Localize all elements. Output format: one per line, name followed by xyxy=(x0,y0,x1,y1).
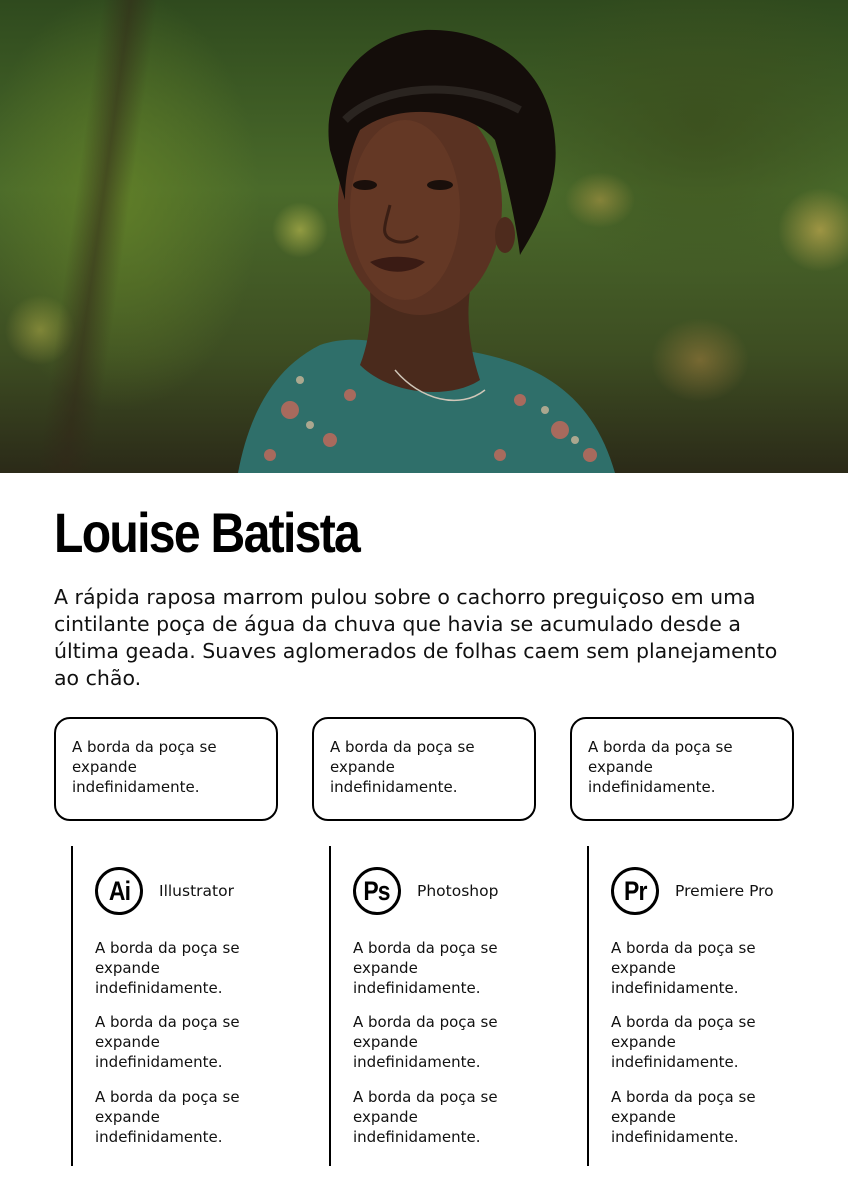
skill-badge-text: Ai xyxy=(108,875,130,906)
skill-item: A borda da poça se expande indefinidamente. xyxy=(95,939,240,997)
photoshop-icon xyxy=(353,867,401,915)
info-card xyxy=(54,717,278,821)
profile-name: Louise Batista xyxy=(54,501,360,564)
info-card xyxy=(312,717,536,821)
info-card-text: A borda da poça se expande indefinidamente. xyxy=(330,738,475,796)
skill-name: Photoshop xyxy=(417,882,499,900)
info-card-text: A borda da poça se expande indefinidamente. xyxy=(588,738,733,796)
skill-header xyxy=(611,864,774,918)
hero-photo xyxy=(0,0,848,473)
skill-item: A borda da poça se expande indefinidamente. xyxy=(353,939,498,997)
skill-name: Premiere Pro xyxy=(675,882,774,900)
skill-item: A borda da poça se expande indefinidamente. xyxy=(611,1013,756,1071)
skill-badge-text: Pr xyxy=(623,875,647,906)
info-card-text: A borda da poça se expande indefinidamente. xyxy=(72,738,217,796)
profile-intro: A rápida raposa marrom pulou sobre o cachorro preguiçoso em uma cintilante poça de água da chuva que havia se acumulado desde a última geada. Suaves aglomerados de folhas caem sem planejamento ao chão. xyxy=(54,585,778,690)
skill-column-illustrator xyxy=(71,846,293,1166)
skill-item: A borda da poça se expande indefinidamente. xyxy=(95,1088,240,1146)
skill-header xyxy=(95,864,234,918)
info-card xyxy=(570,717,794,821)
skill-item: A borda da poça se expande indefinidamente. xyxy=(611,939,756,997)
skill-header xyxy=(353,864,498,918)
skill-column-premiere-pro xyxy=(587,846,809,1166)
premiere-pro-icon xyxy=(611,867,659,915)
skill-badge-text: Ps xyxy=(363,875,391,906)
portrait-illustration xyxy=(0,0,848,473)
illustrator-icon xyxy=(95,867,143,915)
skill-item: A borda da poça se expande indefinidamente. xyxy=(353,1013,498,1071)
skill-item: A borda da poça se expande indefinidamente. xyxy=(611,1088,756,1146)
skill-column-photoshop xyxy=(329,846,551,1166)
skill-item: A borda da poça se expande indefinidamente. xyxy=(353,1088,498,1146)
skill-name: Illustrator xyxy=(159,882,234,900)
skill-item: A borda da poça se expande indefinidamente. xyxy=(95,1013,240,1071)
